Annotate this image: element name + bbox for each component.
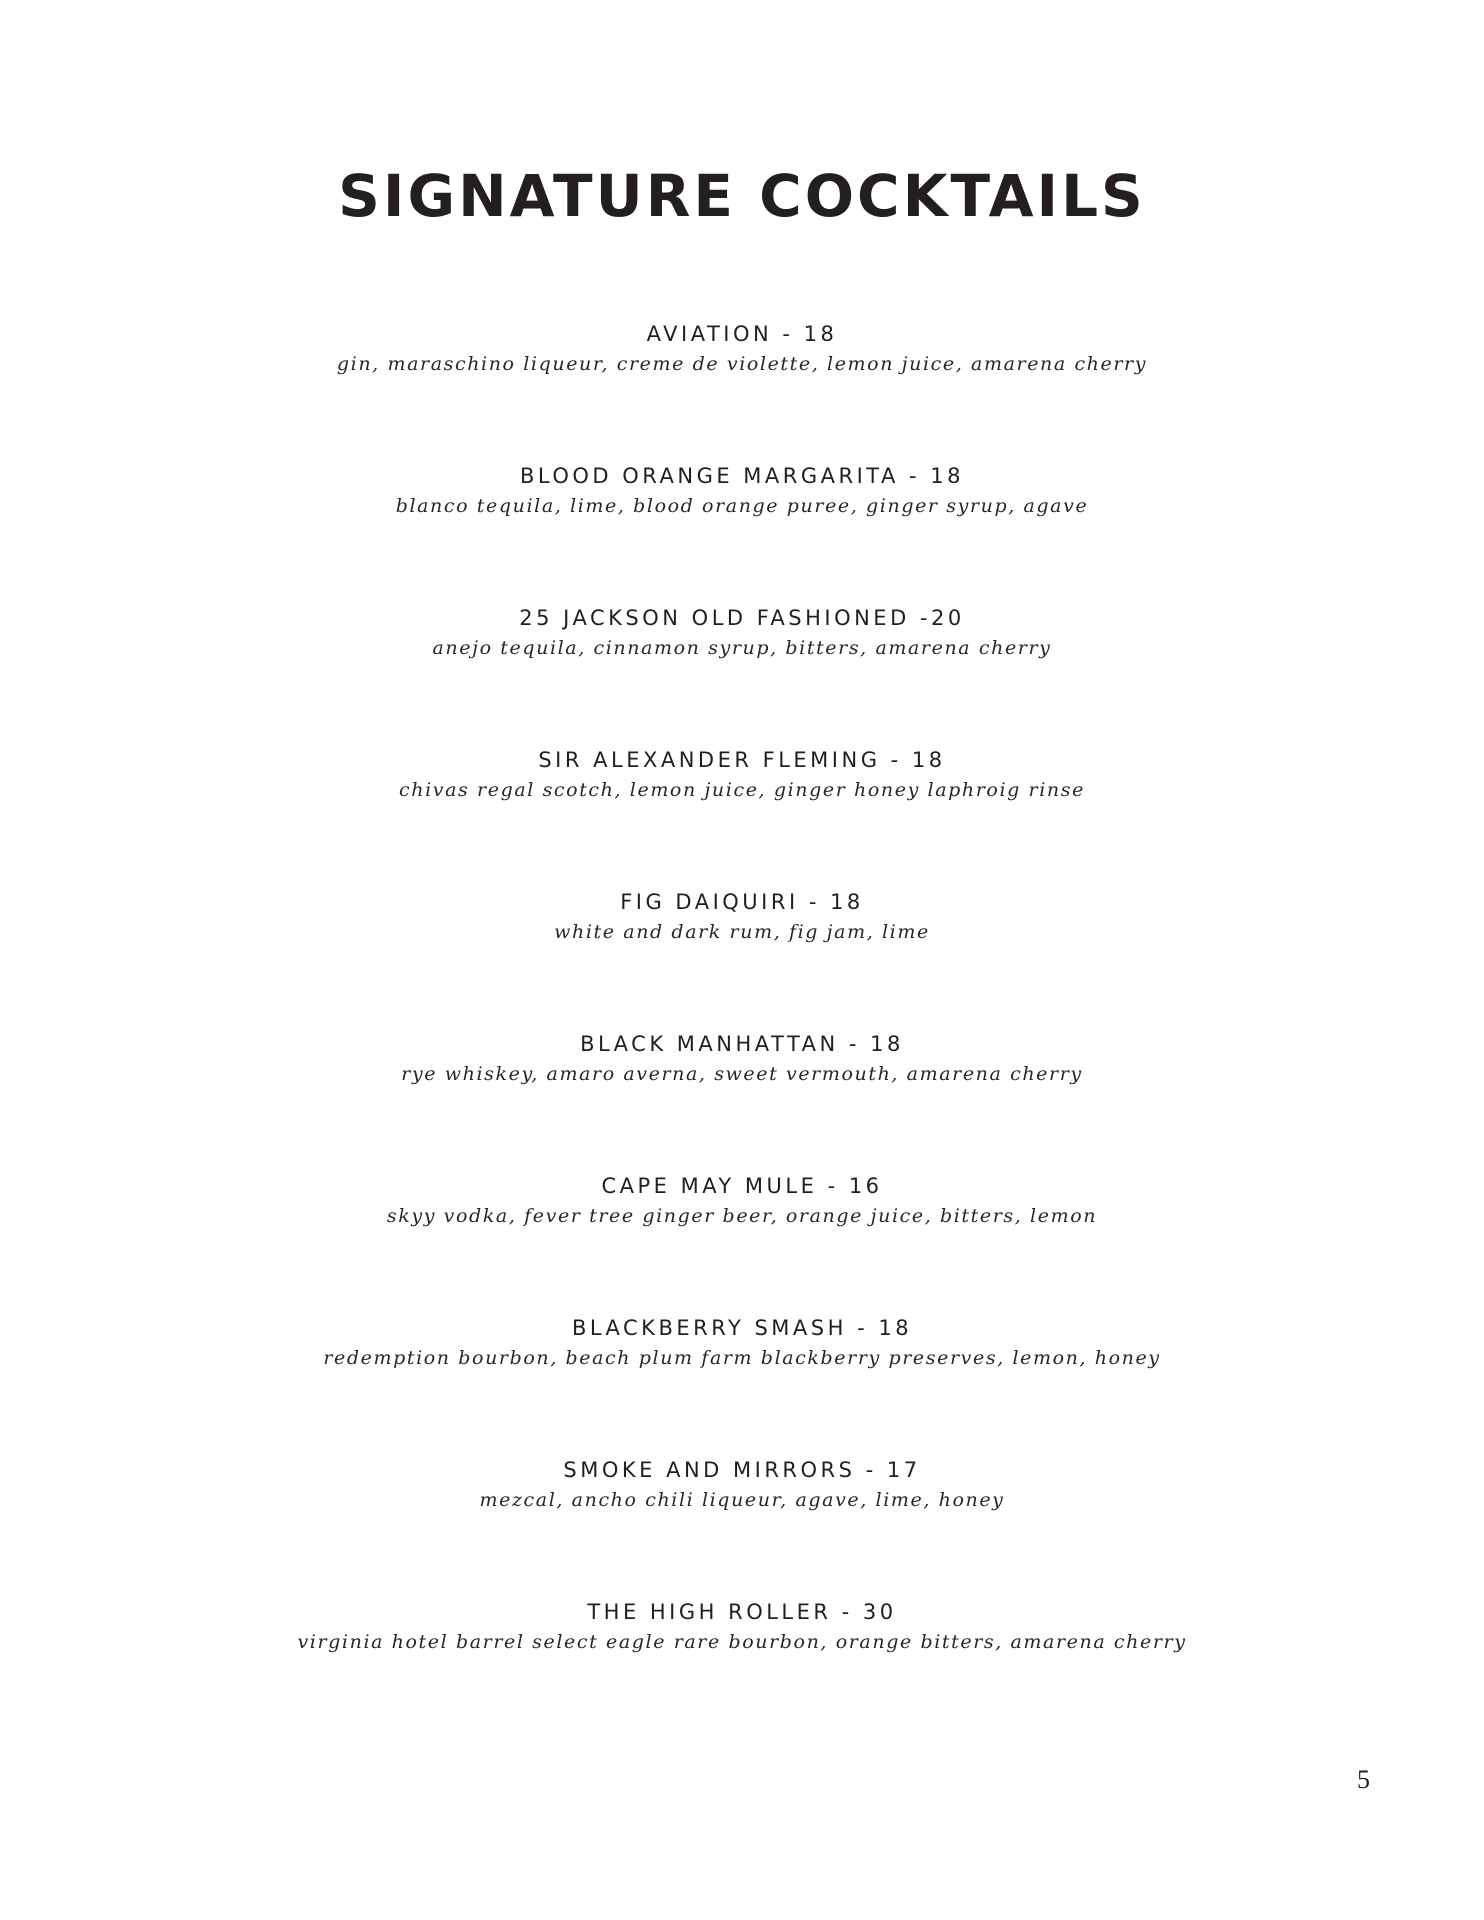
menu-item bbox=[0, 1596, 1484, 1738]
cocktail-description: chivas regal scotch, lemon juice, ginger honey laphroig rinse bbox=[399, 779, 1085, 801]
cocktail-name: AVIATION - 18 bbox=[646, 322, 838, 346]
cocktail-description: white and dark rum, fig jam, lime bbox=[554, 921, 930, 943]
cocktail-description: rye whiskey, amaro averna, sweet vermouth, amarena cherry bbox=[401, 1063, 1083, 1085]
menu-item bbox=[0, 602, 1484, 744]
cocktail-name: BLACK MANHATTAN - 18 bbox=[580, 1032, 904, 1056]
menu-item bbox=[0, 886, 1484, 1028]
cocktail-name: FIG DAIQUIRI - 18 bbox=[620, 890, 864, 914]
menu-item bbox=[0, 744, 1484, 886]
menu-item bbox=[0, 1028, 1484, 1170]
menu-item bbox=[0, 460, 1484, 602]
cocktail-description: redemption bourbon, beach plum farm blackberry preserves, lemon, honey bbox=[323, 1347, 1161, 1369]
cocktail-description: virginia hotel barrel select eagle rare bourbon, orange bitters, amarena cherry bbox=[297, 1631, 1187, 1653]
cocktail-description: blanco tequila, lime, blood orange puree, ginger syrup, agave bbox=[395, 495, 1089, 517]
cocktail-menu-list bbox=[0, 318, 1484, 1738]
cocktail-name: CAPE MAY MULE - 16 bbox=[601, 1174, 883, 1198]
page-title: SIGNATURE COCKTAILS bbox=[338, 162, 1146, 230]
cocktail-name: SMOKE AND MIRRORS - 17 bbox=[563, 1458, 921, 1482]
menu-item bbox=[0, 1454, 1484, 1596]
cocktail-description: gin, maraschino liqueur, creme de violette, lemon juice, amarena cherry bbox=[336, 353, 1148, 375]
menu-item bbox=[0, 1170, 1484, 1312]
cocktail-description: skyy vodka, fever tree ginger beer, orange juice, bitters, lemon bbox=[386, 1205, 1098, 1227]
cocktail-name: BLACKBERRY SMASH - 18 bbox=[571, 1316, 913, 1340]
cocktail-description: mezcal, ancho chili liqueur, agave, lime, honey bbox=[479, 1489, 1005, 1511]
cocktail-name: 25 JACKSON OLD FASHIONED -20 bbox=[519, 606, 965, 630]
cocktail-name: SIR ALEXANDER FLEMING - 18 bbox=[538, 748, 946, 772]
menu-item bbox=[0, 318, 1484, 460]
cocktail-description: anejo tequila, cinnamon syrup, bitters, amarena cherry bbox=[432, 637, 1052, 659]
cocktail-name: BLOOD ORANGE MARGARITA - 18 bbox=[519, 464, 965, 488]
page-number: 5 bbox=[1357, 1765, 1370, 1794]
cocktail-name: THE HIGH ROLLER - 30 bbox=[587, 1600, 897, 1624]
menu-item bbox=[0, 1312, 1484, 1454]
